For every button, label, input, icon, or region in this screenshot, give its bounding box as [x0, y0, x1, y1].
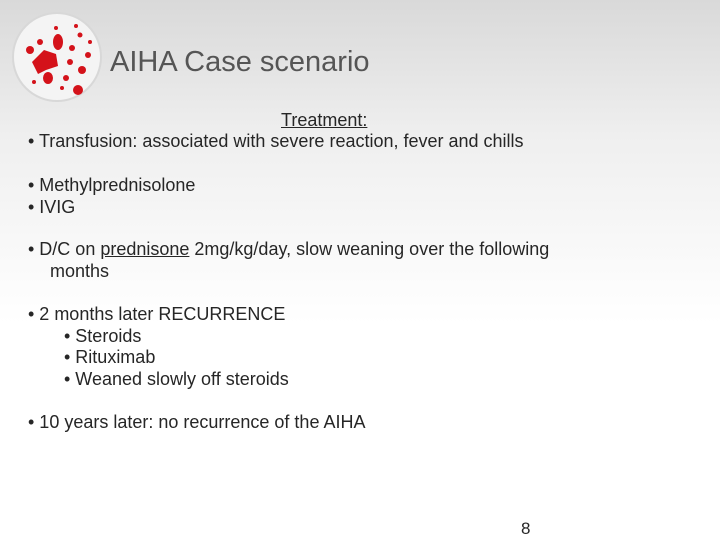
blood-cells-logo-icon: [10, 10, 104, 104]
sub-bullet-weaned: • Weaned slowly off steroids: [64, 369, 289, 389]
bullet-dc-prednisone: [28, 238, 549, 260]
dc-text: • D/C on: [28, 239, 101, 259]
bullet-transfusion: • Transfusion: associated with severe reaction, fever and chills: [28, 131, 524, 151]
sub-bullet-steroids: • Steroids: [64, 326, 142, 346]
sub-bullet-rituximab: • Rituximab: [64, 347, 156, 367]
slide-title: AIHA Case scenario: [110, 46, 370, 78]
prednisone-underlined: prednisone: [100, 239, 190, 259]
bullet-methylprednisolone: • Methylprednisolone: [28, 175, 196, 195]
bullet-dc-line2: months: [50, 261, 110, 281]
treatment-heading: Treatment:: [281, 110, 368, 130]
bullet-outcome: • 10 years later: no recurrence of the AIHA: [28, 412, 366, 432]
bullet-ivig: • IVIG: [28, 197, 76, 217]
dc-text-rest: 2mg/kg/day, slow weaning over the following: [189, 239, 550, 259]
page-number: 8: [521, 519, 531, 538]
bullet-recurrence: • 2 months later RECURRENCE: [28, 304, 286, 324]
